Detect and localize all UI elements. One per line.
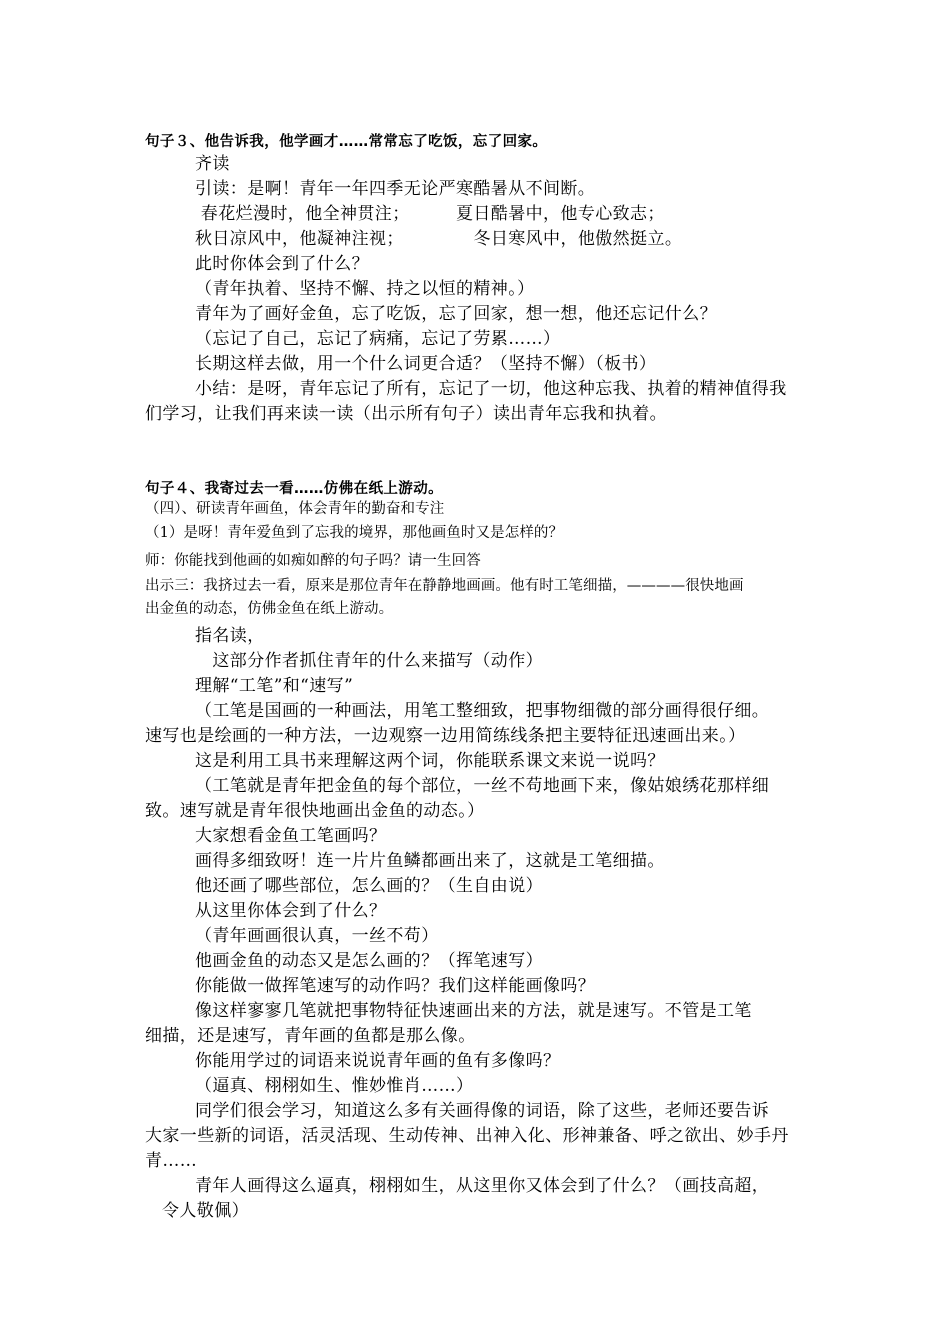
paragraph-line: 同学们很会学习，知道这么多有关画得像的词语，除了这些，老师还要告诉 [195,1101,770,1121]
paragraph-line: （青年执着、坚持不懈、持之以恒的精神。） [195,279,535,299]
paragraph-line: （逼真、栩栩如生、惟妙惟肖……） [195,1076,474,1096]
section3-heading: 句子３、他告诉我，他学画才……常常忘了吃饭，忘了回家。 [145,134,548,150]
paragraph-line: 理解“工笔”和“速写” [195,676,354,696]
paragraph-line: 长期这样去做，用一个什么词更合适？（坚持不懈）（板书） [195,354,657,374]
section4-heading: 句子４、我寄过去一看……仿佛在纸上游动。 [145,481,443,497]
paragraph-line: 青…… [145,1151,198,1171]
paragraph-line: 令人敬佩） [162,1201,249,1221]
paragraph-line: （忘记了自己，忘记了病痛，忘记了劳累……） [195,329,561,349]
paragraph-line: 画得多细致呀！连一片片鱼鳞都画出来了，这就是工笔细描。 [195,851,665,871]
paragraph-line: 他画金鱼的动态又是怎么画的？（挥笔速写） [195,951,543,971]
paragraph-line: （四）、研读青年画鱼，体会青年的勤奋和专注 [145,501,445,517]
paragraph-line: 速写也是绘画的一种方法，一边观察一边用简练线条把主要特征迅速画出来。） [145,726,746,746]
paragraph-line: 引读：是啊！青年一年四季无论严寒酷暑从不间断。 [195,179,596,199]
paragraph-line: 青年人画得这么逼真，栩栩如生，从这里你又体会到了什么？（画技高超， [195,1176,770,1196]
paragraph-line: 他还画了哪些部位，怎么画的？（生自由说） [195,876,543,896]
paragraph-line: （青年画画很认真，一丝不苟） [195,926,439,946]
paragraph-line: 出金鱼的动态，仿佛金鱼在纸上游动。 [145,601,394,617]
paragraph-line: 此时你体会到了什么？ [195,254,369,274]
paragraph-line: 细描，还是速写，青年画的鱼都是那么像。 [145,1026,476,1046]
paragraph-line: 师：你能找到他画的如痴如醉的句子吗？请一生回答 [145,553,481,569]
paragraph-line: 小结：是呀，青年忘记了所有，忘记了一切，他这种忘我、执着的精神值得我 [195,379,787,399]
paragraph-line: 你能用学过的词语来说说青年画的鱼有多像吗？ [195,1051,561,1071]
paragraph-line: （工笔就是青年把金鱼的每个部位，一丝不苟地画下来，像姑娘绣花那样细 [195,776,770,796]
paragraph-line: 青年为了画好金鱼，忘了吃饭，忘了回家，想一想，他还忘记什么？ [195,304,717,324]
paragraph-line: 秋日凉风中，他凝神注视； 冬日寒风中，他傲然挺立。 [195,229,683,249]
paragraph-line: 齐读 [195,154,230,174]
paragraph-line: 们学习，让我们再来读一读（出示所有句子）读出青年忘我和执着。 [145,404,667,424]
paragraph-line: 这部分作者抓住青年的什么来描写（动作） [195,651,544,671]
paragraph-line: 春花烂漫时，他全神贯注； 夏日酷暑中，他专心致志； [195,204,665,224]
paragraph-line: （工笔是国画的一种画法，用笔工整细致，把事物细微的部分画得很仔细。 [195,701,770,721]
paragraph-line: 像这样寥寥几笔就把事物特征快速画出来的方法，就是速写。不管是工笔 [195,1001,752,1021]
paragraph-line: 这是利用工具书来理解这两个词，你能联系课文来说一说吗？ [195,751,665,771]
paragraph-line: 致。速写就是青年很快地画出金鱼的动态。） [145,801,485,821]
paragraph-line: 指名读， [195,626,265,646]
paragraph-line: 出示三：我挤过去一看，原来是那位青年在静静地画画。他有时工笔细描，————很快地画 [145,578,744,594]
paragraph-line: 大家想看金鱼工笔画吗？ [195,826,387,846]
paragraph-line: 大家一些新的词语，活灵活现、生动传神、出神入化、形神兼备、呼之欲出、妙手丹 [145,1126,789,1146]
paragraph-line: （1）是呀！青年爱鱼到了忘我的境界，那他画鱼时又是怎样的？ [145,525,564,541]
paragraph-line: 从这里你体会到了什么？ [195,901,387,921]
paragraph-line: 你能做一做挥笔速写的动作吗？我们这样能画像吗？ [195,976,596,996]
